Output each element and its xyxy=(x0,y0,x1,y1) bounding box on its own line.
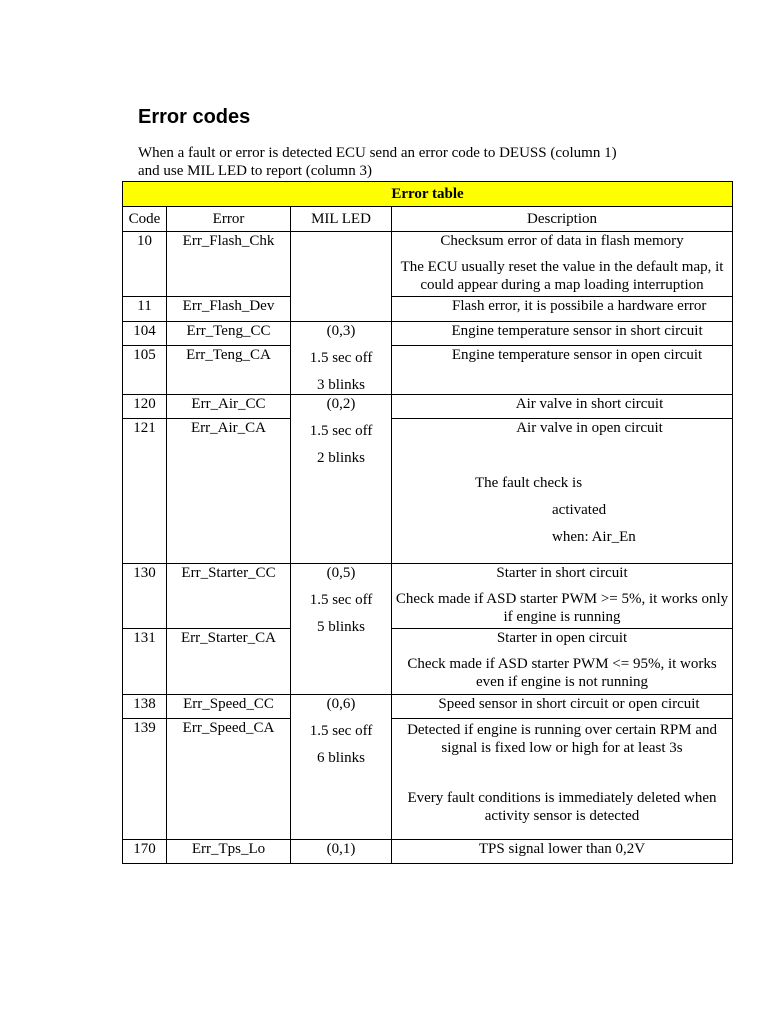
description-line: Check made if ASD starter PWM <= 95%, it works even if engine is not running xyxy=(407,656,717,690)
table-row xyxy=(123,232,733,297)
error-cell: Err_Teng_CA xyxy=(167,346,291,395)
table-header-row xyxy=(123,207,733,232)
description-line: Flash error, it is possibile a hardware error xyxy=(452,298,707,314)
description-cell xyxy=(392,232,733,297)
mil-led-cell xyxy=(291,322,392,395)
error-cell: Err_Starter_CC xyxy=(167,564,291,629)
table-row xyxy=(123,322,733,346)
description-line: Air valve in short circuit xyxy=(515,396,664,412)
mil-line: 3 blinks xyxy=(317,377,365,393)
description-line: Engine temperature sensor in open circuit xyxy=(451,347,703,363)
description-line: Engine temperature sensor in short circuit xyxy=(451,323,703,339)
table-row xyxy=(123,719,733,840)
description-line: Checksum error of data in flash memory xyxy=(440,233,684,249)
code-cell: 120 xyxy=(123,395,167,419)
mil-led-cell xyxy=(291,695,392,840)
column-header-description: Description xyxy=(392,207,733,232)
mil-line: 6 blinks xyxy=(317,750,365,766)
code-cell: 139 xyxy=(123,719,167,840)
mil-line: 1.5 sec off xyxy=(309,592,373,608)
code-cell: 138 xyxy=(123,695,167,719)
description-cell xyxy=(392,564,733,629)
mil-led-cell xyxy=(291,564,392,695)
code-cell: 130 xyxy=(123,564,167,629)
mil-line: (0,3) xyxy=(326,323,356,339)
error-cell: Err_Speed_CA xyxy=(167,719,291,840)
error-cell: Err_Flash_Dev xyxy=(167,297,291,322)
intro-paragraph: When a fault or error is detected ECU send an error code to DEUSS (column 1) and use MIL LED to report (column 3) xyxy=(138,145,617,179)
error-cell: Err_Teng_CC xyxy=(167,322,291,346)
description-cell xyxy=(392,346,733,395)
mil-led-cell xyxy=(291,232,392,322)
description-cell xyxy=(392,695,733,719)
column-header-mil-led: MIL LED xyxy=(291,207,392,232)
table-row xyxy=(123,629,733,695)
error-table xyxy=(122,181,733,864)
mil-line: 5 blinks xyxy=(317,619,365,635)
table-row xyxy=(123,395,733,419)
code-cell: 104 xyxy=(123,322,167,346)
table-row xyxy=(123,564,733,629)
code-cell: 131 xyxy=(123,629,167,695)
mil-line: (0,6) xyxy=(326,696,356,712)
table-row xyxy=(123,346,733,395)
table-row xyxy=(123,419,733,564)
description-line: Speed sensor in short circuit or open circuit xyxy=(438,696,700,712)
code-cell: 170 xyxy=(123,840,167,864)
column-header-error: Error xyxy=(167,207,291,232)
mil-led-cell xyxy=(291,395,392,564)
mil-line: (0,5) xyxy=(326,565,356,581)
description-cell xyxy=(392,322,733,346)
description-cell xyxy=(392,419,733,564)
table-row xyxy=(123,695,733,719)
error-cell: Err_Tps_Lo xyxy=(167,840,291,864)
description-line: Check made if ASD starter PWM >= 5%, it works only if engine is running xyxy=(395,591,729,625)
error-cell: Err_Flash_Chk xyxy=(167,232,291,297)
mil-line: 1.5 sec off xyxy=(309,723,373,739)
code-cell: 10 xyxy=(123,232,167,297)
table-caption-row xyxy=(123,182,733,207)
error-cell: Err_Speed_CC xyxy=(167,695,291,719)
mil-line: 1.5 sec off xyxy=(309,423,373,439)
error-cell: Err_Air_CC xyxy=(167,395,291,419)
description-line: Every fault conditions is immediately deleted when activity sensor is detected xyxy=(407,790,717,824)
description-cell xyxy=(392,395,733,419)
description-cell xyxy=(392,719,733,840)
description-line: Air valve in open circuit xyxy=(516,420,663,436)
mil-line: 1.5 sec off xyxy=(309,350,373,366)
table-row xyxy=(123,297,733,322)
description-line: The ECU usually reset the value in the default map, it could appear during a map loading interruption xyxy=(400,259,724,293)
description-line: Starter in short circuit xyxy=(496,565,628,581)
description-cell xyxy=(392,629,733,695)
fault-check-line: The fault check is xyxy=(475,475,583,491)
code-cell: 11 xyxy=(123,297,167,322)
page-title: Error codes xyxy=(138,106,251,128)
code-cell: 105 xyxy=(123,346,167,395)
column-header-code: Code xyxy=(123,207,167,232)
mil-line: 2 blinks xyxy=(317,450,365,466)
error-cell: Err_Air_CA xyxy=(167,419,291,564)
fault-check-line: when: Air_En xyxy=(552,529,636,545)
fault-check-line: activated xyxy=(552,502,607,518)
description-line: Detected if engine is running over certain RPM and signal is fixed low or high for at least 3s xyxy=(407,722,717,756)
description-line: Starter in open circuit xyxy=(496,630,628,646)
error-cell: Err_Starter_CA xyxy=(167,629,291,695)
table-row xyxy=(123,840,733,864)
description-cell: TPS signal lower than 0,2V xyxy=(392,840,733,864)
mil-led-cell: (0,1) xyxy=(291,840,392,864)
code-cell: 121 xyxy=(123,419,167,564)
mil-line: (0,2) xyxy=(326,396,356,412)
table-caption: Error table xyxy=(123,182,733,207)
description-cell xyxy=(392,297,733,322)
